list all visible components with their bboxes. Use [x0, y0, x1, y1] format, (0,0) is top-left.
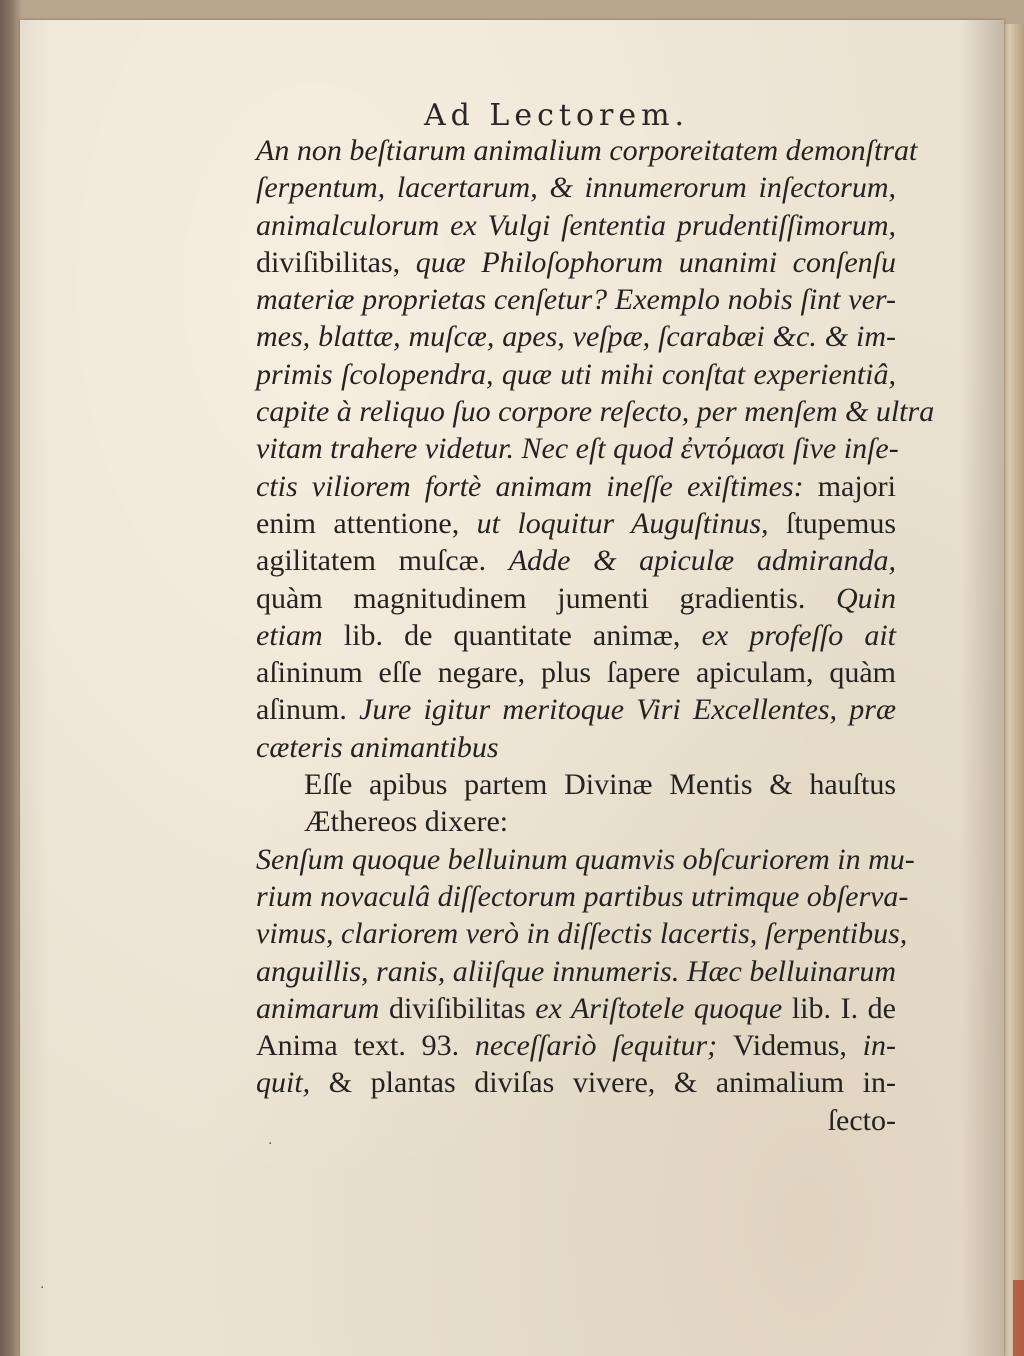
- text-segment: An non beſtiarum animalium corporeitatem demonſtrat: [256, 134, 918, 167]
- text-segment: quàm magnitudinem jumenti gradientis.: [256, 581, 836, 615]
- text-line: [256, 990, 896, 1027]
- text-line: [256, 207, 896, 244]
- text-segment: lib. I. de: [791, 991, 896, 1025]
- text-line: [256, 915, 908, 952]
- text-line: [256, 691, 896, 728]
- text-line: [256, 468, 896, 505]
- text-segment: etiam: [256, 618, 344, 652]
- verse-line: [256, 766, 896, 803]
- ink-speck: ·: [40, 1280, 45, 1296]
- text-segment: Anima text. 93.: [256, 1029, 475, 1063]
- text-line: [256, 617, 896, 654]
- body-text: [256, 132, 935, 1139]
- text-segment: anguillis, ranis, aliiſque innumeris. Hæc belluinarum: [256, 954, 897, 988]
- text-line: [256, 654, 896, 691]
- text-segment: Senſum quoque belluinum quamvis obſcuriorem in mu-: [256, 842, 915, 876]
- text-segment: ut loquitur Auguſtinus,: [476, 506, 786, 540]
- text-segment: Videmus,: [732, 1029, 863, 1063]
- text-segment: materiæ proprietas cenſetur? Exemplo nobis ſint ver-: [256, 283, 896, 317]
- text-segment: vimus, clariorem verò in diſſectis lacertis, ſerpentibus,: [256, 917, 908, 951]
- text-segment: Æthereos dixere:: [304, 805, 509, 839]
- text-line: [256, 356, 896, 393]
- text-segment: Quin: [836, 581, 896, 615]
- text-segment: Jure igitur meritoque Viri Excellentes, præ: [359, 693, 896, 727]
- text-line: [256, 281, 896, 318]
- text-segment: enim attentione,: [256, 506, 477, 540]
- text-line: [256, 505, 896, 542]
- text-line: [256, 1064, 896, 1101]
- text-segment: ſerpentum, lacertarum, & innumerorum inſectorum,: [256, 171, 896, 205]
- text-segment: ex profeſſo ait: [701, 618, 896, 652]
- text-line: [256, 244, 896, 281]
- text-segment: Eſſe apibus partem Divinæ Mentis & hauſtus: [304, 768, 896, 802]
- text-segment: quit,: [256, 1066, 329, 1100]
- text-segment: aſininum eſſe negare, plus ſapere apiculam, quàm: [256, 656, 896, 690]
- text-line: [256, 430, 899, 467]
- text-segment: ſtupemus: [786, 506, 896, 540]
- text-line: [256, 542, 896, 579]
- ink-speck: ·: [268, 1136, 273, 1152]
- text-line: [256, 729, 896, 766]
- verse-line: [256, 803, 896, 840]
- text-line: [256, 953, 896, 990]
- running-header: Ad Lectorem.: [424, 98, 690, 133]
- text-segment: capite à reliquo ſuo corpore reſecto, per menſem & ultra: [256, 395, 935, 429]
- text-segment: animalculorum ex Vulgi ſententia prudentiſſimorum,: [256, 208, 896, 242]
- text-segment: ctis viliorem fortè animam ineſſe exiſtimes:: [256, 469, 818, 503]
- text-line: [256, 169, 896, 206]
- text-segment: majori: [817, 469, 896, 503]
- text-line: [256, 318, 896, 355]
- text-line: [256, 393, 935, 430]
- text-line: [256, 878, 909, 915]
- text-segment: mes, blattæ, muſcæ, apes, veſpæ, ſcarabæi &c. & im-: [256, 320, 896, 354]
- text-segment: Adde & apiculæ admiranda,: [508, 544, 896, 578]
- binding-strip: [1013, 1280, 1024, 1356]
- text-line: [256, 580, 896, 617]
- text-line: [256, 132, 918, 169]
- text-segment: agilitatem muſcæ.: [256, 544, 509, 578]
- text-line: [256, 841, 915, 878]
- text-segment: aſinum.: [256, 693, 360, 727]
- text-segment: primis ſcolopendra, quæ uti mihi conſtat experientiâ,: [256, 357, 896, 391]
- text-segment: vitam trahere videtur. Nec eſt quod ἐντόμασι ſive inſe-: [256, 432, 899, 466]
- text-segment: & plantas diviſas vivere, & animalium in-: [328, 1066, 897, 1100]
- catchword: ſecto-: [827, 1103, 896, 1137]
- text-segment: cæteris animantibus: [256, 730, 499, 764]
- text-segment: ex Ariſtotele quoque: [535, 991, 792, 1025]
- text-segment: rium novaculâ diſſectorum partibus utrimque obſerva-: [256, 879, 909, 913]
- next-page-edge: [1004, 24, 1024, 1356]
- text-segment: neceſſariò ſequitur;: [474, 1029, 733, 1063]
- text-segment: diviſibilitas,: [256, 245, 416, 279]
- text-segment: diviſibilitas: [388, 991, 536, 1025]
- text-segment: in-: [862, 1029, 896, 1063]
- text-line: [256, 1027, 896, 1064]
- text-segment: quæ Philoſophorum unanimi conſenſu: [415, 245, 896, 279]
- text-segment: animarum: [256, 991, 389, 1025]
- text-segment: lib. de quantitate animæ,: [343, 618, 702, 652]
